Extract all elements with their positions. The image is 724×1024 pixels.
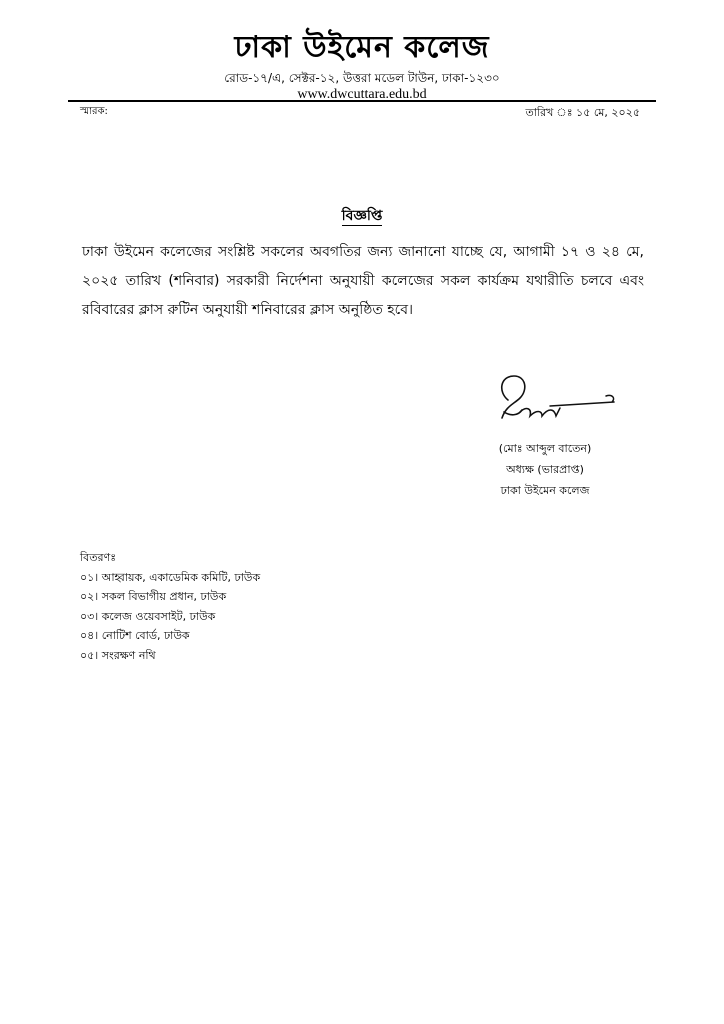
signature-mark <box>490 372 620 428</box>
notice-date: তারিখ ঃ ১৫ মে, ২০২৫ <box>525 106 640 119</box>
distribution-list <box>80 548 260 665</box>
notice-title-text: বিজ্ঞপ্তি <box>341 208 383 224</box>
college-address: রোড-১৭/এ, সেক্টর-১২, উত্তরা মডেল টাউন, ঢাকা-১২৩০ <box>224 71 500 85</box>
signature-block <box>470 438 620 501</box>
signatory-institution: ঢাকা উইমেন কলেজ <box>500 484 590 497</box>
signatory-designation: অধ্যক্ষ (ভারপ্রাপ্ত) <box>506 463 584 476</box>
list-item: ০৩। কলেজ ওয়েবসাইট, ঢাউক <box>80 609 216 623</box>
college-name: ঢাকা উইমেন কলেজ <box>234 30 490 65</box>
list-item: ০৪। নোটিশ বোর্ড, ঢাউক <box>80 629 190 642</box>
memo-label: স্মারক: <box>80 106 108 117</box>
header-divider <box>68 100 656 102</box>
notice-body: ঢাকা উইমেন কলেজের সংশ্লিষ্ট সকলের অবগতির জন্য জানানো যাচ্ছে যে, আগামী ১৭ ও ২৪ মে, ২০২৫ তারিখ (শনিবার) সরকারী নির্দেশনা অনুযায়ী কলেজের সকল কার্যক্রম যথারীতি চলবে এবং রবিবারের ক্লাস রুটিন অনুযায়ী শনিবারের ক্লাস অনুষ্ঠিত হবে। <box>82 244 644 318</box>
distribution-heading: বিতরণঃ <box>80 551 117 564</box>
list-item: ০২। সকল বিভাগীয় প্রধান, ঢাউক <box>80 590 227 603</box>
letterhead <box>0 30 724 103</box>
notice-title <box>0 204 724 228</box>
signatory-name: (মোঃ আব্দুল বাতেন) <box>498 442 592 455</box>
list-item: ০১। আহ্বায়ক, একাডেমিক কমিটি, ঢাউক <box>80 570 261 584</box>
list-item: ০৫। সংরক্ষণ নথি <box>80 648 156 662</box>
college-website: www.dwcuttara.edu.bd <box>297 87 427 102</box>
